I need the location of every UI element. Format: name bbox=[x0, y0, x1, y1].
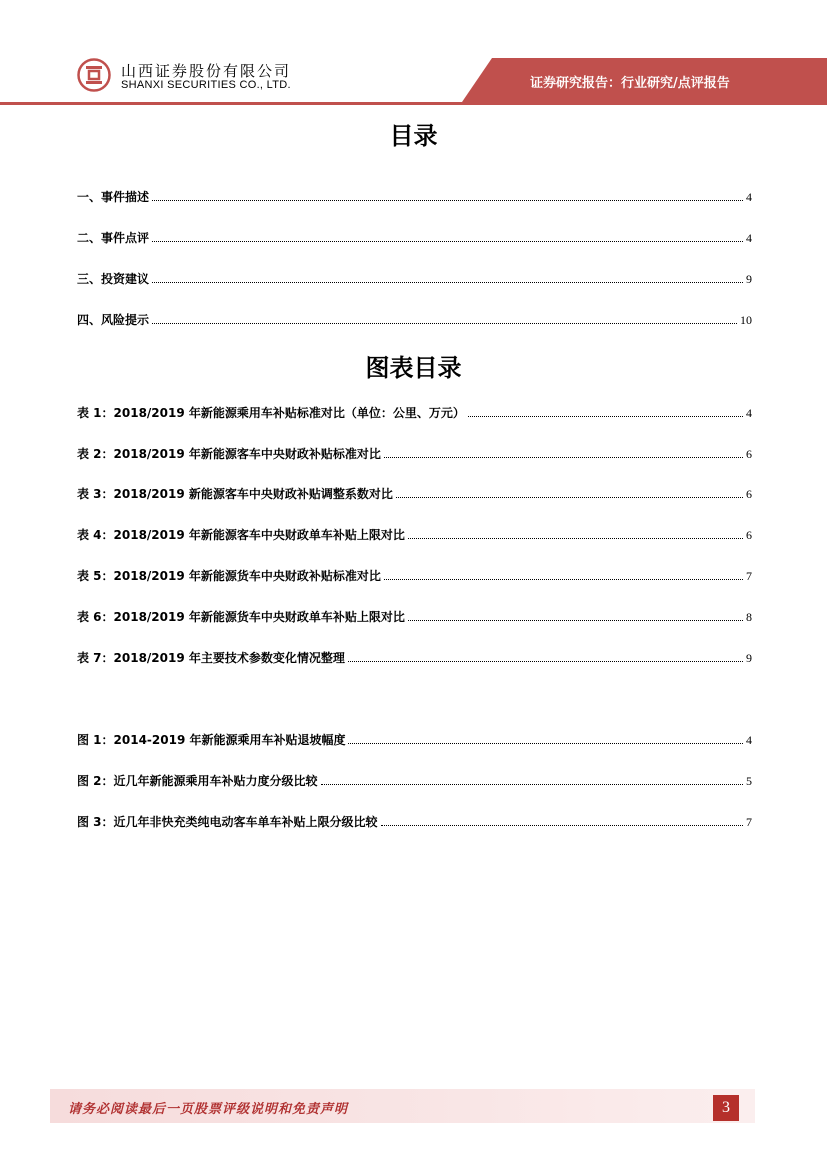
toc-entry[interactable] bbox=[77, 309, 752, 327]
toc-entry[interactable] bbox=[77, 268, 752, 286]
report-type: 证券研究报告：行业研究/点评报告 bbox=[530, 76, 730, 91]
footer-disclaimer: 请务必阅读最后一页股票评级说明和免责声明 bbox=[68, 1102, 349, 1117]
table-toc-entry[interactable] bbox=[77, 606, 752, 624]
toc-entry-label: 表 4：2018/2019 年新能源客车中央财政单车补贴上限对比 bbox=[77, 528, 405, 542]
company-name-en: SHANXI SECURITIES CO., LTD. bbox=[121, 79, 291, 91]
table-toc-entry[interactable] bbox=[77, 565, 752, 583]
toc-entry-label: 图 2：近几年新能源乘用车补贴力度分级比较 bbox=[77, 774, 318, 788]
toc-entry-page: 9 bbox=[746, 651, 752, 665]
company-logo-icon bbox=[77, 58, 111, 92]
toc-entry-page: 10 bbox=[740, 313, 752, 327]
toc-leader bbox=[348, 742, 743, 744]
toc-entry-page: 4 bbox=[746, 733, 752, 747]
toc-entry-page: 4 bbox=[746, 231, 752, 245]
figure-toc-entry[interactable] bbox=[77, 811, 752, 829]
toc-entry-label: 表 3：2018/2019 新能源客车中央财政补贴调整系数对比 bbox=[77, 487, 393, 501]
toc-entry-label: 三、投资建议 bbox=[77, 272, 150, 286]
toc-entry-page: 9 bbox=[746, 272, 752, 286]
table-toc-entry[interactable] bbox=[77, 483, 752, 501]
toc-leader bbox=[408, 619, 743, 621]
toc-entry-page: 5 bbox=[746, 774, 752, 788]
toc-leader bbox=[321, 783, 743, 785]
toc-title: 目录 bbox=[389, 122, 438, 150]
toc-entry-label: 二、事件点评 bbox=[77, 231, 150, 245]
toc-entry-page: 4 bbox=[746, 406, 752, 420]
toc-leader bbox=[381, 824, 743, 826]
toc-entry-page: 6 bbox=[746, 447, 752, 461]
figure-toc-entry[interactable] bbox=[77, 729, 752, 747]
toc-entry-label: 表 2：2018/2019 年新能源客车中央财政补贴标准对比 bbox=[77, 447, 381, 461]
header-divider bbox=[0, 102, 827, 105]
page-number: 3 bbox=[713, 1095, 739, 1121]
toc-entry-page: 7 bbox=[746, 815, 752, 829]
figure-toc-entry[interactable] bbox=[77, 770, 752, 788]
toc-entry-label: 表 7：2018/2019 年主要技术参数变化情况整理 bbox=[77, 651, 345, 665]
toc-entry[interactable] bbox=[77, 186, 752, 204]
toc-entry-label: 表 1：2018/2019 年新能源乘用车补贴标准对比（单位：公里、万元） bbox=[77, 406, 465, 420]
toc-leader bbox=[408, 537, 743, 539]
toc-leader bbox=[384, 456, 743, 458]
toc-leader bbox=[152, 322, 737, 324]
toc-entry-label: 四、风险提示 bbox=[77, 313, 150, 327]
toc-leader bbox=[396, 496, 743, 498]
toc-entry-label: 一、事件描述 bbox=[77, 190, 150, 204]
toc-entry-label: 表 6：2018/2019 年新能源货车中央财政单车补贴上限对比 bbox=[77, 610, 405, 624]
toc-entry[interactable] bbox=[77, 227, 752, 245]
toc-entry-page: 8 bbox=[746, 610, 752, 624]
toc-leader bbox=[468, 415, 743, 417]
toc-entry-label: 图 3：近几年非快充类纯电动客车单车补贴上限分级比较 bbox=[77, 815, 378, 829]
figure-toc-title: 图表目录 bbox=[365, 354, 462, 382]
company-name-cn: 山西证券股份有限公司 bbox=[121, 62, 292, 80]
toc-leader bbox=[152, 240, 743, 242]
toc-entry-label: 图 1：2014-2019 年新能源乘用车补贴退坡幅度 bbox=[77, 733, 346, 747]
toc-leader bbox=[152, 199, 743, 201]
table-toc-entry[interactable] bbox=[77, 647, 752, 665]
toc-leader bbox=[348, 660, 743, 662]
toc-entry-label: 表 5：2018/2019 年新能源货车中央财政补贴标准对比 bbox=[77, 569, 381, 583]
table-toc-entry[interactable] bbox=[77, 402, 752, 420]
toc-entry-page: 4 bbox=[746, 190, 752, 204]
toc-entry-page: 7 bbox=[746, 569, 752, 583]
toc-entry-page: 6 bbox=[746, 487, 752, 501]
table-toc-entry[interactable] bbox=[77, 524, 752, 542]
toc-leader bbox=[384, 578, 743, 580]
toc-leader bbox=[152, 281, 743, 283]
table-toc-entry[interactable] bbox=[77, 443, 752, 461]
toc-entry-page: 6 bbox=[746, 528, 752, 542]
